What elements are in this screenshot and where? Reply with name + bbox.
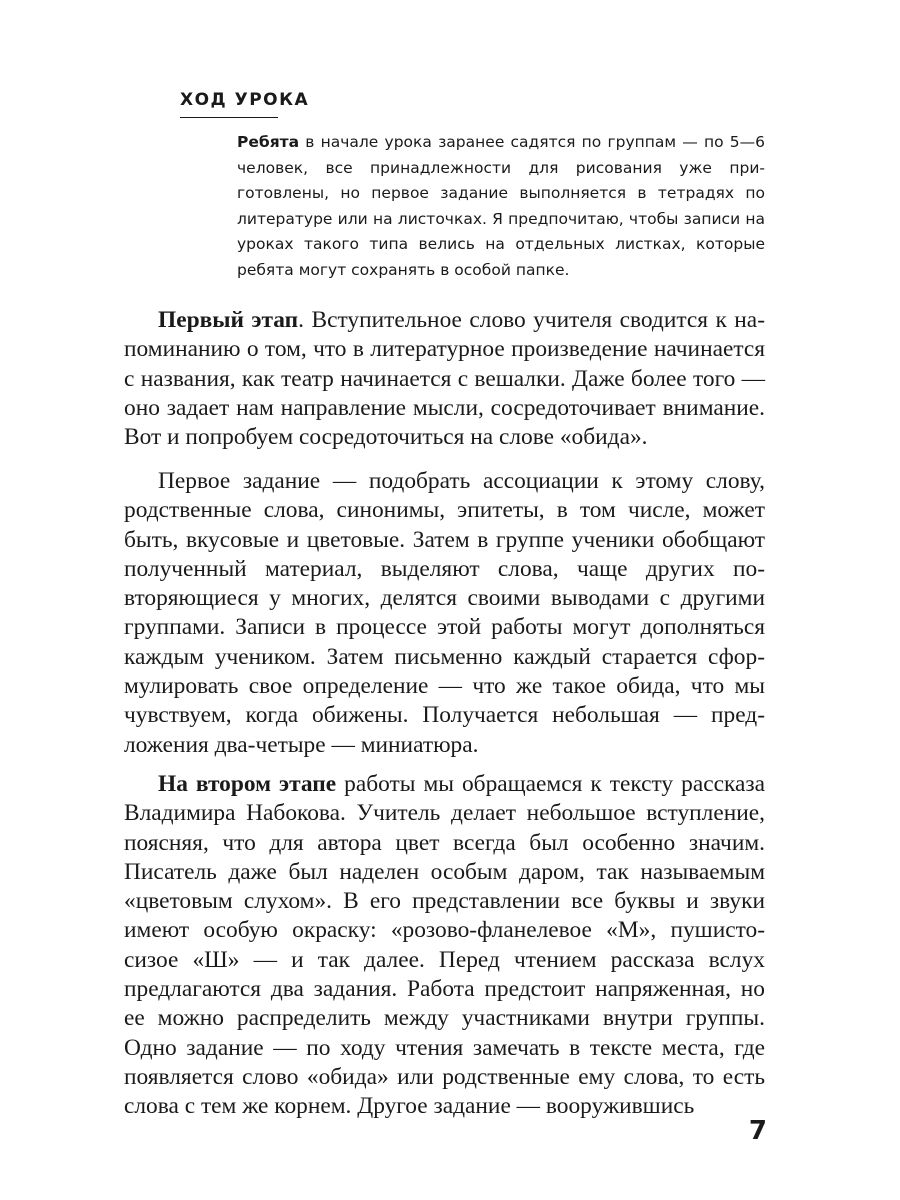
paragraph-text: работы мы обращаемся к тексту рассказа Владимира Набокова. Учитель делает небольшое вступление, поясняя, что для автора цвет всегда был особенно значим. Писатель даже был наделен особым даром, так называемым «цветовым слухом». В его представлении все буквы и звуки имеют особую окраску: «розово-фланелевое «М», пушисто-сизое «Ш» — и так далее. Перед чтением рассказа вслух предлагаются два задания. Работа предстоит напряженная, но ее можно распределить между участниками внутри группы. Одно задание — по ходу чтения замечать в тексте места, где появляется слово «обида» или родственные ему слова, то есть слова с тем же корнем. Другое задание — вооружившись (124, 771, 765, 1120)
paragraph-first-stage (124, 306, 765, 452)
intro-text: в начале урока заранее садятся по группам — по 5—6 человек, все принадлежности для рисования уже приготовлены, но первое задание выполняется в тетрадях по литературе или на листочках. Я предпочитаю, чтобы записи на уроках такого типа велись на отдельных листках, которые ребята могут сохранять в особой папке. (237, 133, 765, 279)
paragraph-lead: На втором этапе (158, 771, 337, 797)
paragraph-text: Первое задание — подобрать ассоциации к этому слову, родственные слова, синонимы, эпитеты, в том числе, может быть, вкусовые и цветовые. Затем в группе ученики обобщают полученный материал, выделяют слова, чаще других повторяющиеся у многих, делятся своими выводами с другими группами. Записи в процессе этой работы могут дополняться каждым учеником. Затем письменно каждый старается сформулировать свое определение — что же такое обида, что мы чувствуем, когда обижены. Получается небольшая — предложения два-четыре — миниатюра. (124, 468, 765, 758)
section-heading: ХОД УРОКА (180, 90, 310, 110)
paragraph-text: . Вступительное слово учителя сводится к напоминанию о том, что в литературное произведение начинается с названия, как театр начинается с вешалки. Даже более того — оно задает нам направление мысли, сосредоточивает внимание. Вот и попробуем сосредоточиться на слове «обида». (124, 307, 765, 451)
intro-note (237, 130, 765, 284)
intro-lead: Ребята (237, 133, 300, 151)
paragraph-second-stage (124, 770, 765, 1122)
page-number: 7 (748, 1116, 767, 1146)
heading-underline (180, 117, 278, 118)
paragraph-first-task (124, 467, 765, 760)
paragraph-lead: Первый этап (158, 307, 299, 333)
